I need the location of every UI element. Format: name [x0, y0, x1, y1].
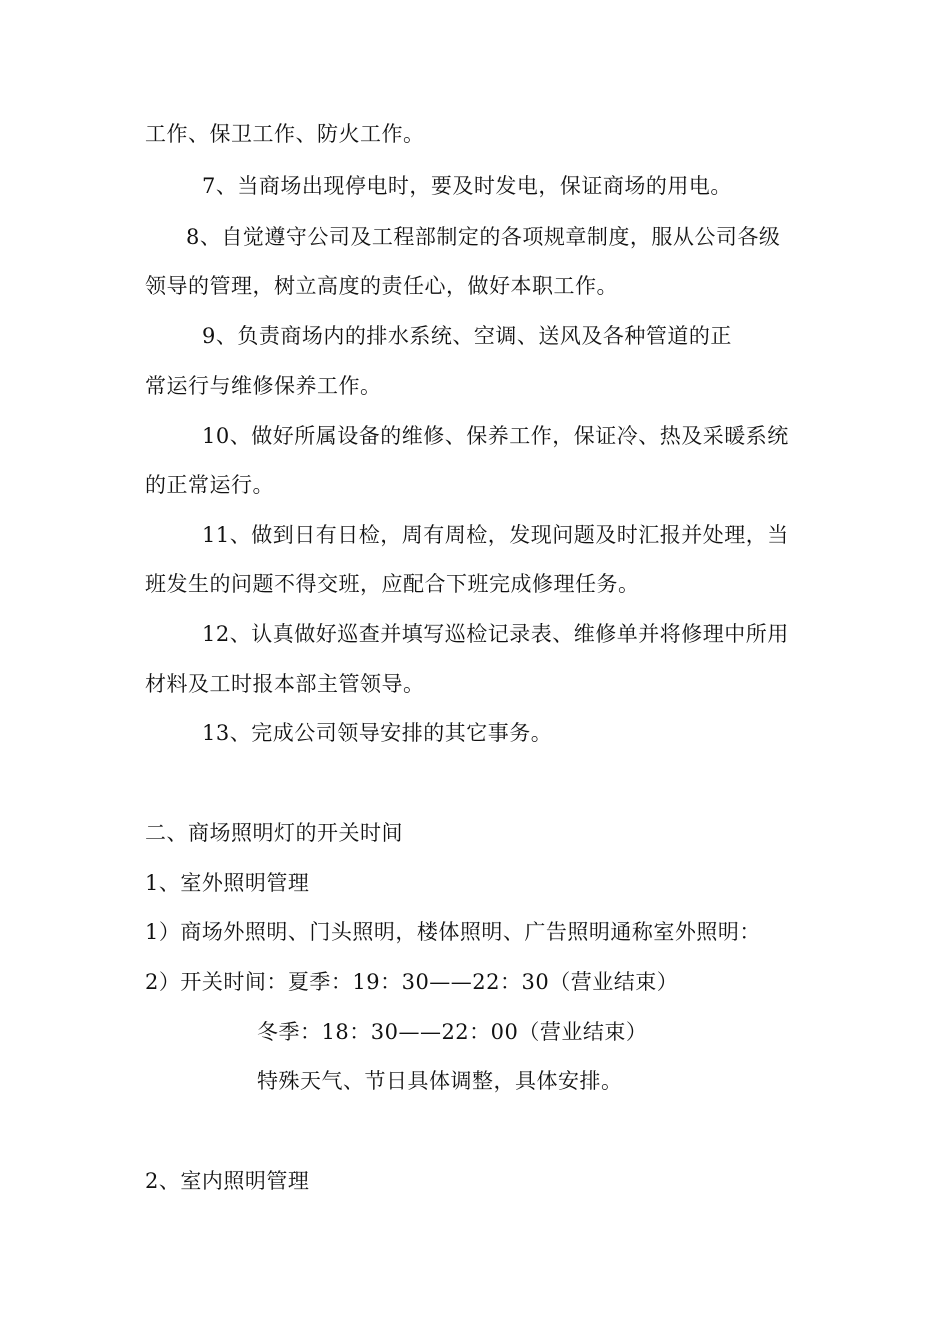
text-line: 特殊天气、节日具体调整，具体安排。 — [257, 1069, 623, 1093]
text-line: 冬季：18：30——22：00（营业结束） — [257, 1020, 648, 1044]
text-line: 10、做好所属设备的维修、保养工作，保证冷、热及采暖系统 — [202, 424, 789, 448]
text-line: 12、认真做好巡查并填写巡检记录表、维修单并将修理中所用 — [202, 622, 789, 646]
text-line: 11、做到日有日检，周有周检，发现问题及时汇报并处理，当 — [202, 523, 789, 547]
text-line: 8、自觉遵守公司及工程部制定的各项规章制度，服从公司各级 — [186, 225, 781, 249]
text-line: 9、负责商场内的排水系统、空调、送风及各种管道的正 — [202, 324, 732, 348]
subsection-heading: 1、室外照明管理 — [145, 871, 310, 895]
text-line: 7、当商场出现停电时，要及时发电，保证商场的用电。 — [202, 174, 732, 198]
text-line: 材料及工时报本部主管领导。 — [145, 672, 425, 696]
text-line: 工作、保卫工作、防火工作。 — [145, 122, 425, 146]
text-line: 2）开关时间：夏季：19：30——22：30（营业结束） — [145, 970, 679, 994]
text-line: 班发生的问题不得交班，应配合下班完成修理任务。 — [145, 572, 640, 596]
text-line: 13、完成公司领导安排的其它事务。 — [202, 721, 553, 745]
text-line: 的正常运行。 — [145, 473, 274, 497]
text-line: 领导的管理，树立高度的责任心，做好本职工作。 — [145, 274, 618, 298]
text-line: 常运行与维修保养工作。 — [145, 374, 382, 398]
text-line: 1）商场外照明、门头照明，楼体照明、广告照明通称室外照明： — [145, 920, 761, 944]
section-heading: 二、商场照明灯的开关时间 — [145, 821, 403, 845]
subsection-heading: 2、室内照明管理 — [145, 1169, 310, 1193]
